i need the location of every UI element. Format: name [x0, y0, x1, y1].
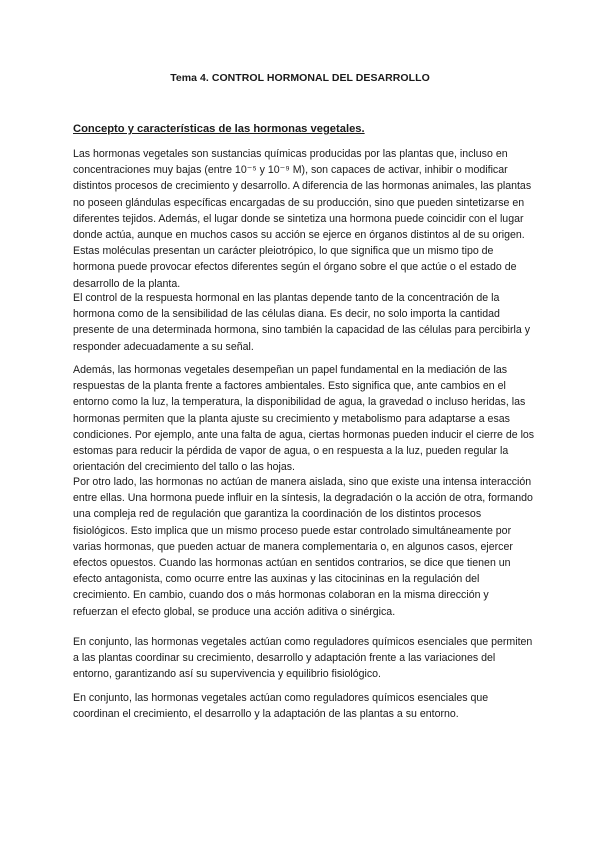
paragraph: En conjunto, las hormonas vegetales actúan como reguladores químicos esenciales que coordinan el crecimiento, el desarrollo y la adaptación de las plantas a su entorno.	[73, 692, 489, 721]
paragraph: El control de la respuesta hormonal en las plantas depende tanto de la concentración de la hormona como de la sensibilidad de las células diana. Es decir, no solo importa la cantidad presente de una determinada hormona, sino también la capacidad de las células para percibirla y responder adecuadamente a su señal.	[73, 292, 530, 353]
section-heading: Concepto y características de las hormonas vegetales.	[73, 123, 365, 135]
paragraph: Por otro lado, las hormonas no actúan de manera aislada, sino que existe una intensa interacción entre ellas. Una hormona puede influir en la síntesis, la degradación o la acción de otra, formando una compleja red de regulación que garantiza la coordinación de los distintos procesos fisiológicos. Esto implica que un mismo proceso puede estar controlado simultáneamente por varias hormonas, que pueden actuar de manera complementaria o, en algunos casos, ejercer efectos opuestos. Cuando las hormonas actúan en sentidos contrarios, se dice que tienen un efecto antagonista, como ocurre entre las auxinas y las citocininas en la regulación del crecimiento. En cambio, cuando dos o más hormonas colaboran en la misma dirección y refuerzan el efecto global, se produce una acción aditiva o sinérgica.	[73, 476, 533, 618]
paragraph: En conjunto, las hormonas vegetales actúan como reguladores químicos esenciales que permiten a las plantas coordinar su crecimiento, desarrollo y adaptación frente a las variaciones del entorno, garantizando así su supervivencia y equilibrio fisiológico.	[73, 636, 533, 681]
document-title: Tema 4. CONTROL HORMONAL DEL DESARROLLO	[170, 72, 430, 84]
paragraph: Además, las hormonas vegetales desempeñan un papel fundamental en la mediación de las respuestas de la planta frente a factores ambientales. Esto significa que, ante cambios en el entorno como la luz, la temperatura, la disponibilidad de agua, la gravedad o incluso heridas, las hormonas permiten que la planta ajuste su crecimiento y metabolismo para adaptarse a esas condiciones. Por ejemplo, ante una falta de agua, ciertas hormonas pueden inducir el cierre de los estomas para reducir la pérdida de vapor de agua, o en respuesta a la luz, pueden regular la orientación del crecimiento del tallo o las hojas.	[73, 364, 535, 474]
paragraph: Las hormonas vegetales son sustancias químicas producidas por las plantas que, incluso en concentraciones muy bajas (entre 10⁻⁵ y 10⁻⁹ M), son capaces de activar, inhibir o modificar distintos procesos de crecimiento y desarrollo. A diferencia de las hormonas animales, las plantas no poseen glándulas específicas encargadas de su producción, sino que pueden sintetizarse en diferentes tejidos. Además, el lugar donde se sintetiza una hormona puede coincidir con el lugar donde actúa, aunque en muchos casos su acción se ejerce en órganos distintos al de su origen. Estas moléculas presentan un carácter pleiotrópico, lo que significa que un mismo tipo de hormona puede provocar efectos diferentes según el órgano sobre el que actúe o el estado de desarrollo de la planta.	[73, 148, 532, 290]
